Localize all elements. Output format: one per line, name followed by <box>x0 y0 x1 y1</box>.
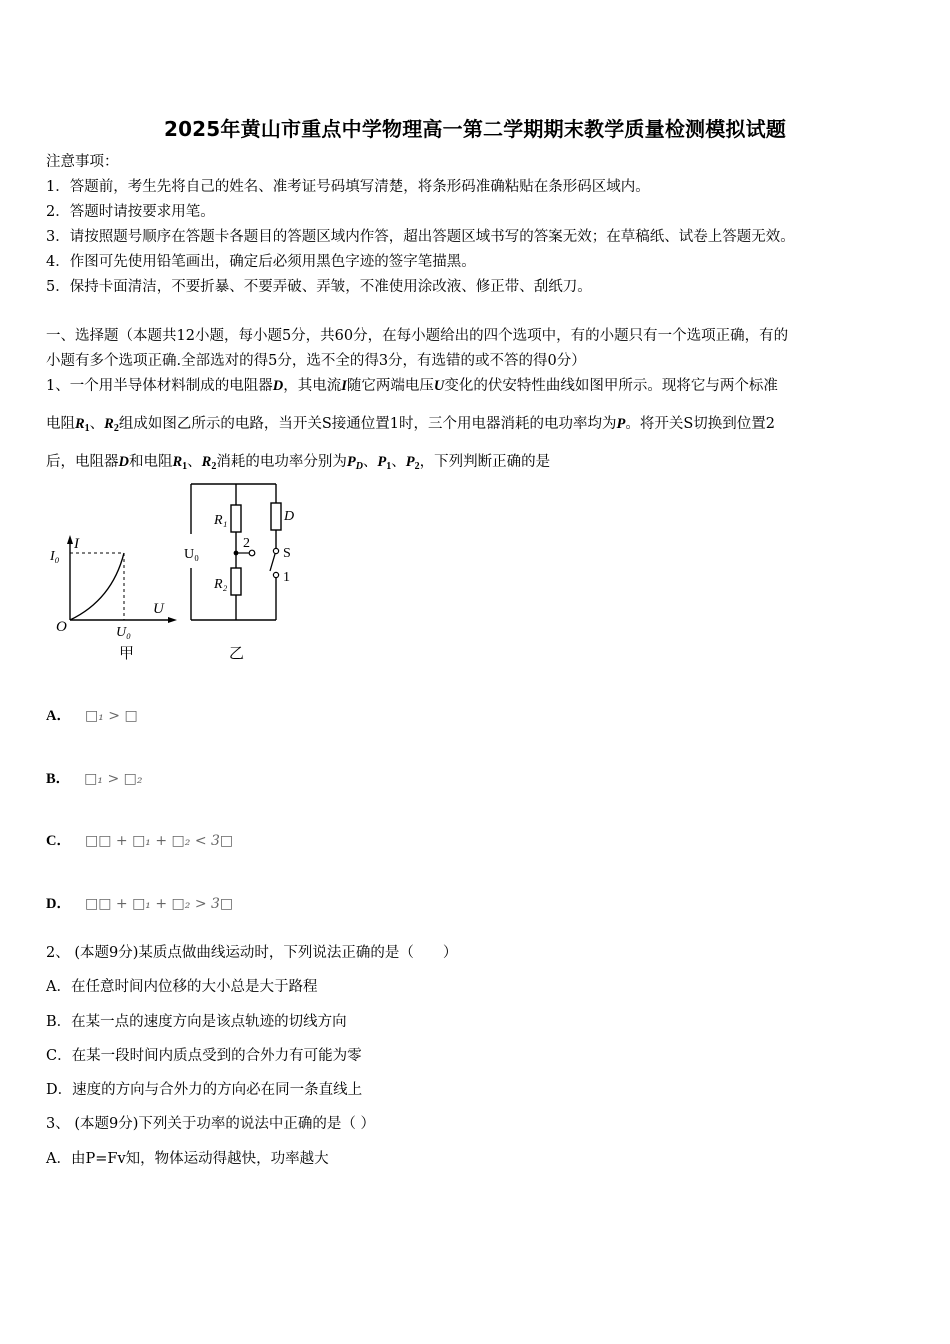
q1-figure <box>44 478 324 668</box>
source-u0-label: U₀ <box>184 547 199 562</box>
u-axis-arrow-icon <box>168 617 177 623</box>
q3-option-a[interactable]: A．由P=Fv知，物体运动得越快，功率越大 <box>46 1151 329 1167</box>
contact-2 <box>249 550 255 556</box>
r2-label: R₂ <box>214 577 228 592</box>
q1-option-c[interactable]: C． □□ + □₁ + □₂ < 3□ <box>46 833 234 849</box>
circuit-diagram <box>184 484 294 662</box>
q2-stem: 2、 (本题9分)某质点做曲线运动时，下列说法正确的是（ ） <box>46 945 458 961</box>
r1-label: R₁ <box>214 513 228 528</box>
switch-label: S <box>283 546 291 561</box>
exam-title: 2025年黄山市重点中学物理高一第二学期期末教学质量检测模拟试题 <box>163 117 787 141</box>
graph-caption: 甲 <box>119 646 135 662</box>
q1-stem-line1: 1、一个用半导体材料制成的电阻器D，其电流I随它两端电压U变化的伏安特性曲线如图甲所示。现将它与两个标准 <box>46 378 778 394</box>
q2-option-c[interactable]: C．在某一段时间内质点受到的合外力有可能为零 <box>46 1048 362 1064</box>
q1-option-a[interactable]: A． □₁ > □ <box>46 708 138 724</box>
resistor-r2 <box>231 568 241 595</box>
i-axis-arrow-icon <box>67 535 73 544</box>
u0-label: U₀ <box>116 625 131 640</box>
option-math: □₁ > □₂ <box>84 771 143 787</box>
contact-1-label: 1 <box>283 570 290 585</box>
q1-stem-line3: 后，电阻器D和电阻$R_1$、$R_2$消耗的电功率分别为$P_D$、$P_1$、$P_2$，下列判断正确的是 <box>46 454 551 472</box>
switch-pivot <box>273 548 278 553</box>
q2-option-a[interactable]: A．在任意时间内位移的大小总是大于路程 <box>46 979 318 995</box>
contact-1 <box>273 572 278 577</box>
section-heading-line2: 小题有多个选项正确.全部选对的得5分，选不全的得3分，有选错的或不答的得0分） <box>46 353 586 369</box>
contact-2-label: 2 <box>243 536 250 551</box>
q1-option-d[interactable]: D． □□ + □₁ + □₂ > 3□ <box>46 896 234 912</box>
notice-item: 1．答题前，考生先将自己的姓名、准考证号码填写清楚，将条形码准确粘贴在条形码区域内。 <box>46 179 650 195</box>
q3-stem: 3、 (本题9分)下列关于功率的说法中正确的是（ ） <box>46 1116 375 1132</box>
section-heading-line1: 一、选择题（本题共12小题，每小题5分，共60分，在每小题给出的四个选项中，有的小题只有一个选项正确，有的 <box>46 328 789 344</box>
q2-option-b[interactable]: B．在某一点的速度方向是该点轨迹的切线方向 <box>46 1014 347 1030</box>
resistor-d <box>271 503 281 530</box>
notice-heading: 注意事项： <box>46 154 119 170</box>
iv-graph <box>49 535 177 662</box>
notice-item: 3．请按照题号顺序在答题卡各题目的答题区域内作答，超出答题区域书写的答案无效；在草稿纸、试卷上答题无效。 <box>46 229 795 245</box>
notice-item: 4．作图可先使用铅笔画出，确定后必须用黑色字迹的签字笔描黑。 <box>46 254 476 270</box>
option-math: □□ + □₁ + □₂ > 3□ <box>84 896 234 912</box>
option-math: □₁ > □ <box>84 708 138 724</box>
q2-option-d[interactable]: D．速度的方向与合外力的方向必在同一条直线上 <box>46 1082 363 1098</box>
iv-curve <box>70 553 124 620</box>
circuit-caption: 乙 <box>229 646 245 662</box>
q1-stem-line2: 电阻$R_1$、$R_2$组成如图乙所示的电路，当开关S接通位置1时，三个用电器消耗的电功率均为P。将开关S切换到位置2 <box>46 416 776 434</box>
resistor-r1 <box>231 505 241 532</box>
switch-blade <box>270 554 275 571</box>
origin-label: O <box>56 619 67 635</box>
axis-label-u: U <box>153 601 164 617</box>
q1-option-b[interactable]: B． □₁ > □₂ <box>46 771 143 787</box>
axis-label-i: I <box>74 536 79 552</box>
d-label: D <box>284 509 295 524</box>
notice-item: 5．保持卡面清洁，不要折暴、不要弄破、弄皱，不准使用涂改液、修正带、刮纸刀。 <box>46 279 592 295</box>
i0-label: I₀ <box>50 549 60 564</box>
option-math: □□ + □₁ + □₂ < 3□ <box>84 833 234 849</box>
notice-item: 2．答题时请按要求用笔。 <box>46 204 215 220</box>
